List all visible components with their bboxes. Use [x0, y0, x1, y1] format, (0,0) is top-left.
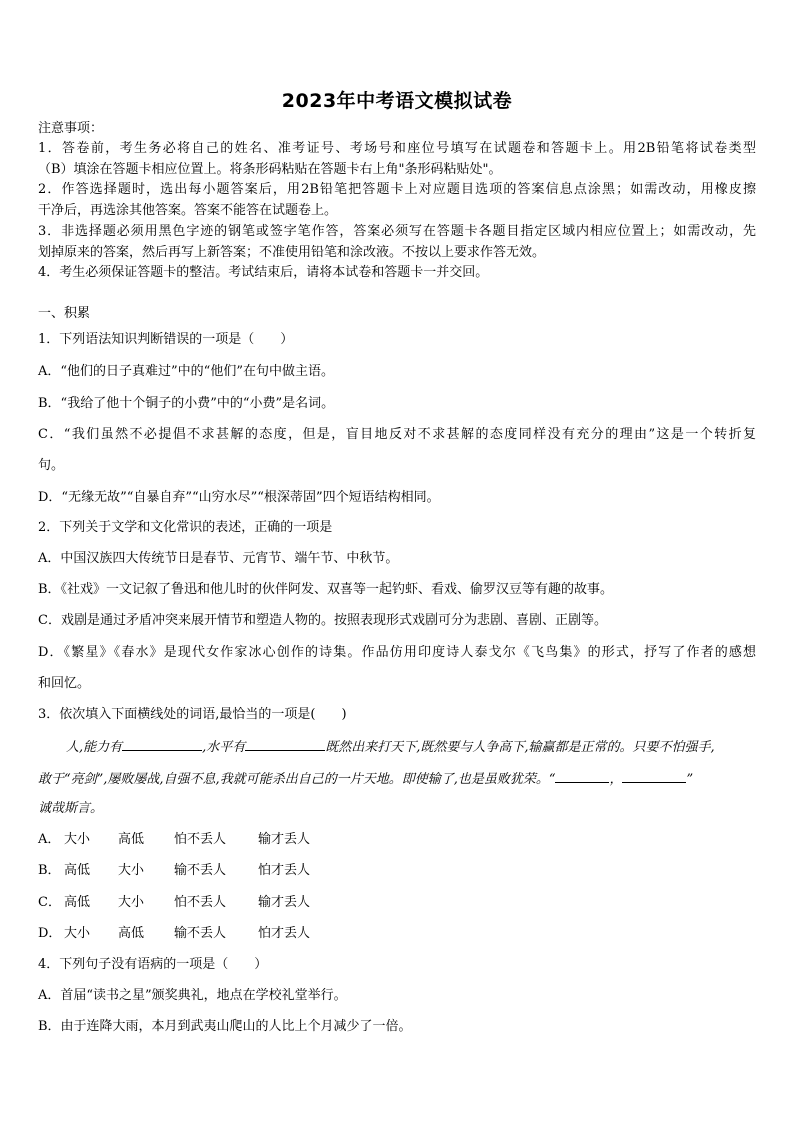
passage-text: 敢于“亮剑”,屡败屡战,自强不息,我就可能杀出自己的一片天地。即使输了,也是虽败犹荣。“ [38, 772, 556, 787]
option-d: D．《繁星》《春水》是现代女作家冰心创作的诗集。作品仿用印度诗人泰戈尔《飞鸟集》的形式，抒写了作者的感想 [38, 645, 756, 660]
notice-line: 干净后，再选涂其他答案。答案不能答在试题卷上。 [38, 203, 338, 218]
passage-text: ,水平有 [202, 740, 246, 755]
fill-blank[interactable] [622, 769, 686, 783]
passage-text: 人,能力有 [66, 740, 123, 755]
notice-line: 2．作答选择题时，选出每小题答案后，用2B铅笔把答题卡上对应题目选项的答案信息点涂黑；如需改动，用橡皮擦 [38, 182, 756, 197]
notice-line: 4．考生必须保证答题卡的整洁。考试结束后，请将本试卷和答题卡一并交回。 [38, 265, 489, 280]
option-word: 高低 [64, 895, 91, 910]
option-word: 怕不丢人 [174, 832, 227, 847]
notice-line: 1．答卷前，考生务必将自己的姓名、准考证号、考场号和座位号填写在试题卷和答题卡上。用2B铅笔将试卷类型 [38, 141, 756, 156]
option-word: 输才丢人 [258, 895, 311, 910]
option-c: C．戏剧是通过矛盾冲突来展开情节和塑造人物的。按照表现形式戏剧可分为悲剧、喜剧、正剧等。 [38, 613, 607, 628]
option-word: 大小 [118, 863, 145, 878]
notice-line: 3．非选择题必须用黑色字迹的钢笔或签字笔作答，答案必须写在答题卡各题目指定区域内相应位置上；如需改动，先 [38, 224, 756, 239]
passage-text: 既然出来打天下,既然要与人争高下,输赢都是正常的。只要不怕强手, [325, 740, 715, 755]
question-stem: 2．下列关于文学和文化常识的表述，正确的一项是 [38, 520, 333, 535]
fill-blank[interactable] [555, 769, 609, 783]
option-label: B． [38, 863, 61, 878]
option-word: 输不丢人 [174, 863, 227, 878]
passage-line [66, 737, 756, 758]
notice-line: 划掉原来的答案，然后再写上新答案；不准使用铅笔和涂改液。不按以上要求作答无效。 [38, 245, 546, 260]
option-b: B．由于连降大雨，本月到武夷山爬山的人比上个月减少了一倍。 [38, 1019, 412, 1034]
option-word: 怕才丢人 [258, 926, 311, 941]
question-stem: 3．依次填入下面横线处的词语,最恰当的一项是( ) [38, 707, 347, 722]
option-label: C． [38, 895, 61, 910]
option-label: D． [38, 926, 62, 941]
passage-text: ” [686, 772, 694, 787]
question-stem: 1．下列语法知识判断错误的一项是（ ） [38, 332, 294, 347]
option-word: 高低 [118, 832, 145, 847]
option-word: 高低 [64, 863, 91, 878]
option-a: A．首届“读书之星”颁奖典礼，地点在学校礼堂举行。 [38, 988, 347, 1003]
option-word: 大小 [64, 926, 91, 941]
option-d-cont: 和回忆。 [38, 676, 91, 691]
passage-line: 诚哉斯言。 [38, 801, 104, 816]
section-heading: 一、积累 [38, 306, 91, 321]
option-row-d [38, 924, 756, 944]
passage-line [38, 769, 756, 790]
notice-line: （B）填涂在答题卡相应位置上。将条形码粘贴在答题卡右上角"条形码粘贴处"。 [38, 162, 502, 177]
option-label: A． [38, 832, 61, 847]
option-row-c [38, 893, 756, 913]
option-word: 怕不丢人 [174, 895, 227, 910]
option-word: 高低 [118, 926, 145, 941]
option-word: 输不丢人 [174, 926, 227, 941]
option-word: 怕才丢人 [258, 863, 311, 878]
option-d: D．“无缘无故”“自暴自弃”“山穷水尽”“根深蒂固”四个短语结构相同。 [38, 490, 440, 505]
option-c-cont: 句。 [38, 458, 65, 473]
page-title: 2023年中考语文模拟试卷 [281, 90, 513, 112]
option-b: B．《社戏》一文记叙了鲁迅和他儿时的伙伴阿发、双喜等一起钓虾、看戏、偷罗汉豆等有趣的故事。 [38, 582, 614, 597]
option-word: 输才丢人 [258, 832, 311, 847]
option-word: 大小 [64, 832, 91, 847]
question-stem: 4．下列句子没有语病的一项是（ ） [38, 957, 268, 972]
option-a: A．中国汉族四大传统节日是春节、元宵节、端午节、中秋节。 [38, 551, 399, 566]
notice-heading: 注意事项： [38, 121, 104, 136]
option-word: 大小 [118, 895, 145, 910]
option-b: B．“我给了他十个铜子的小费”中的“小费”是名词。 [38, 396, 335, 411]
passage-text: ， [609, 772, 623, 787]
fill-blank[interactable] [245, 737, 325, 751]
option-row-b [38, 861, 756, 881]
option-row-a [38, 830, 756, 850]
option-a: A．“他们的日子真难过”中的“他们”在句中做主语。 [38, 364, 334, 379]
option-c: C．“我们虽然不必提倡不求甚解的态度，但是，盲目地反对不求甚解的态度同样没有充分的理由”这是一个转折复 [38, 427, 756, 442]
fill-blank[interactable] [122, 737, 202, 751]
